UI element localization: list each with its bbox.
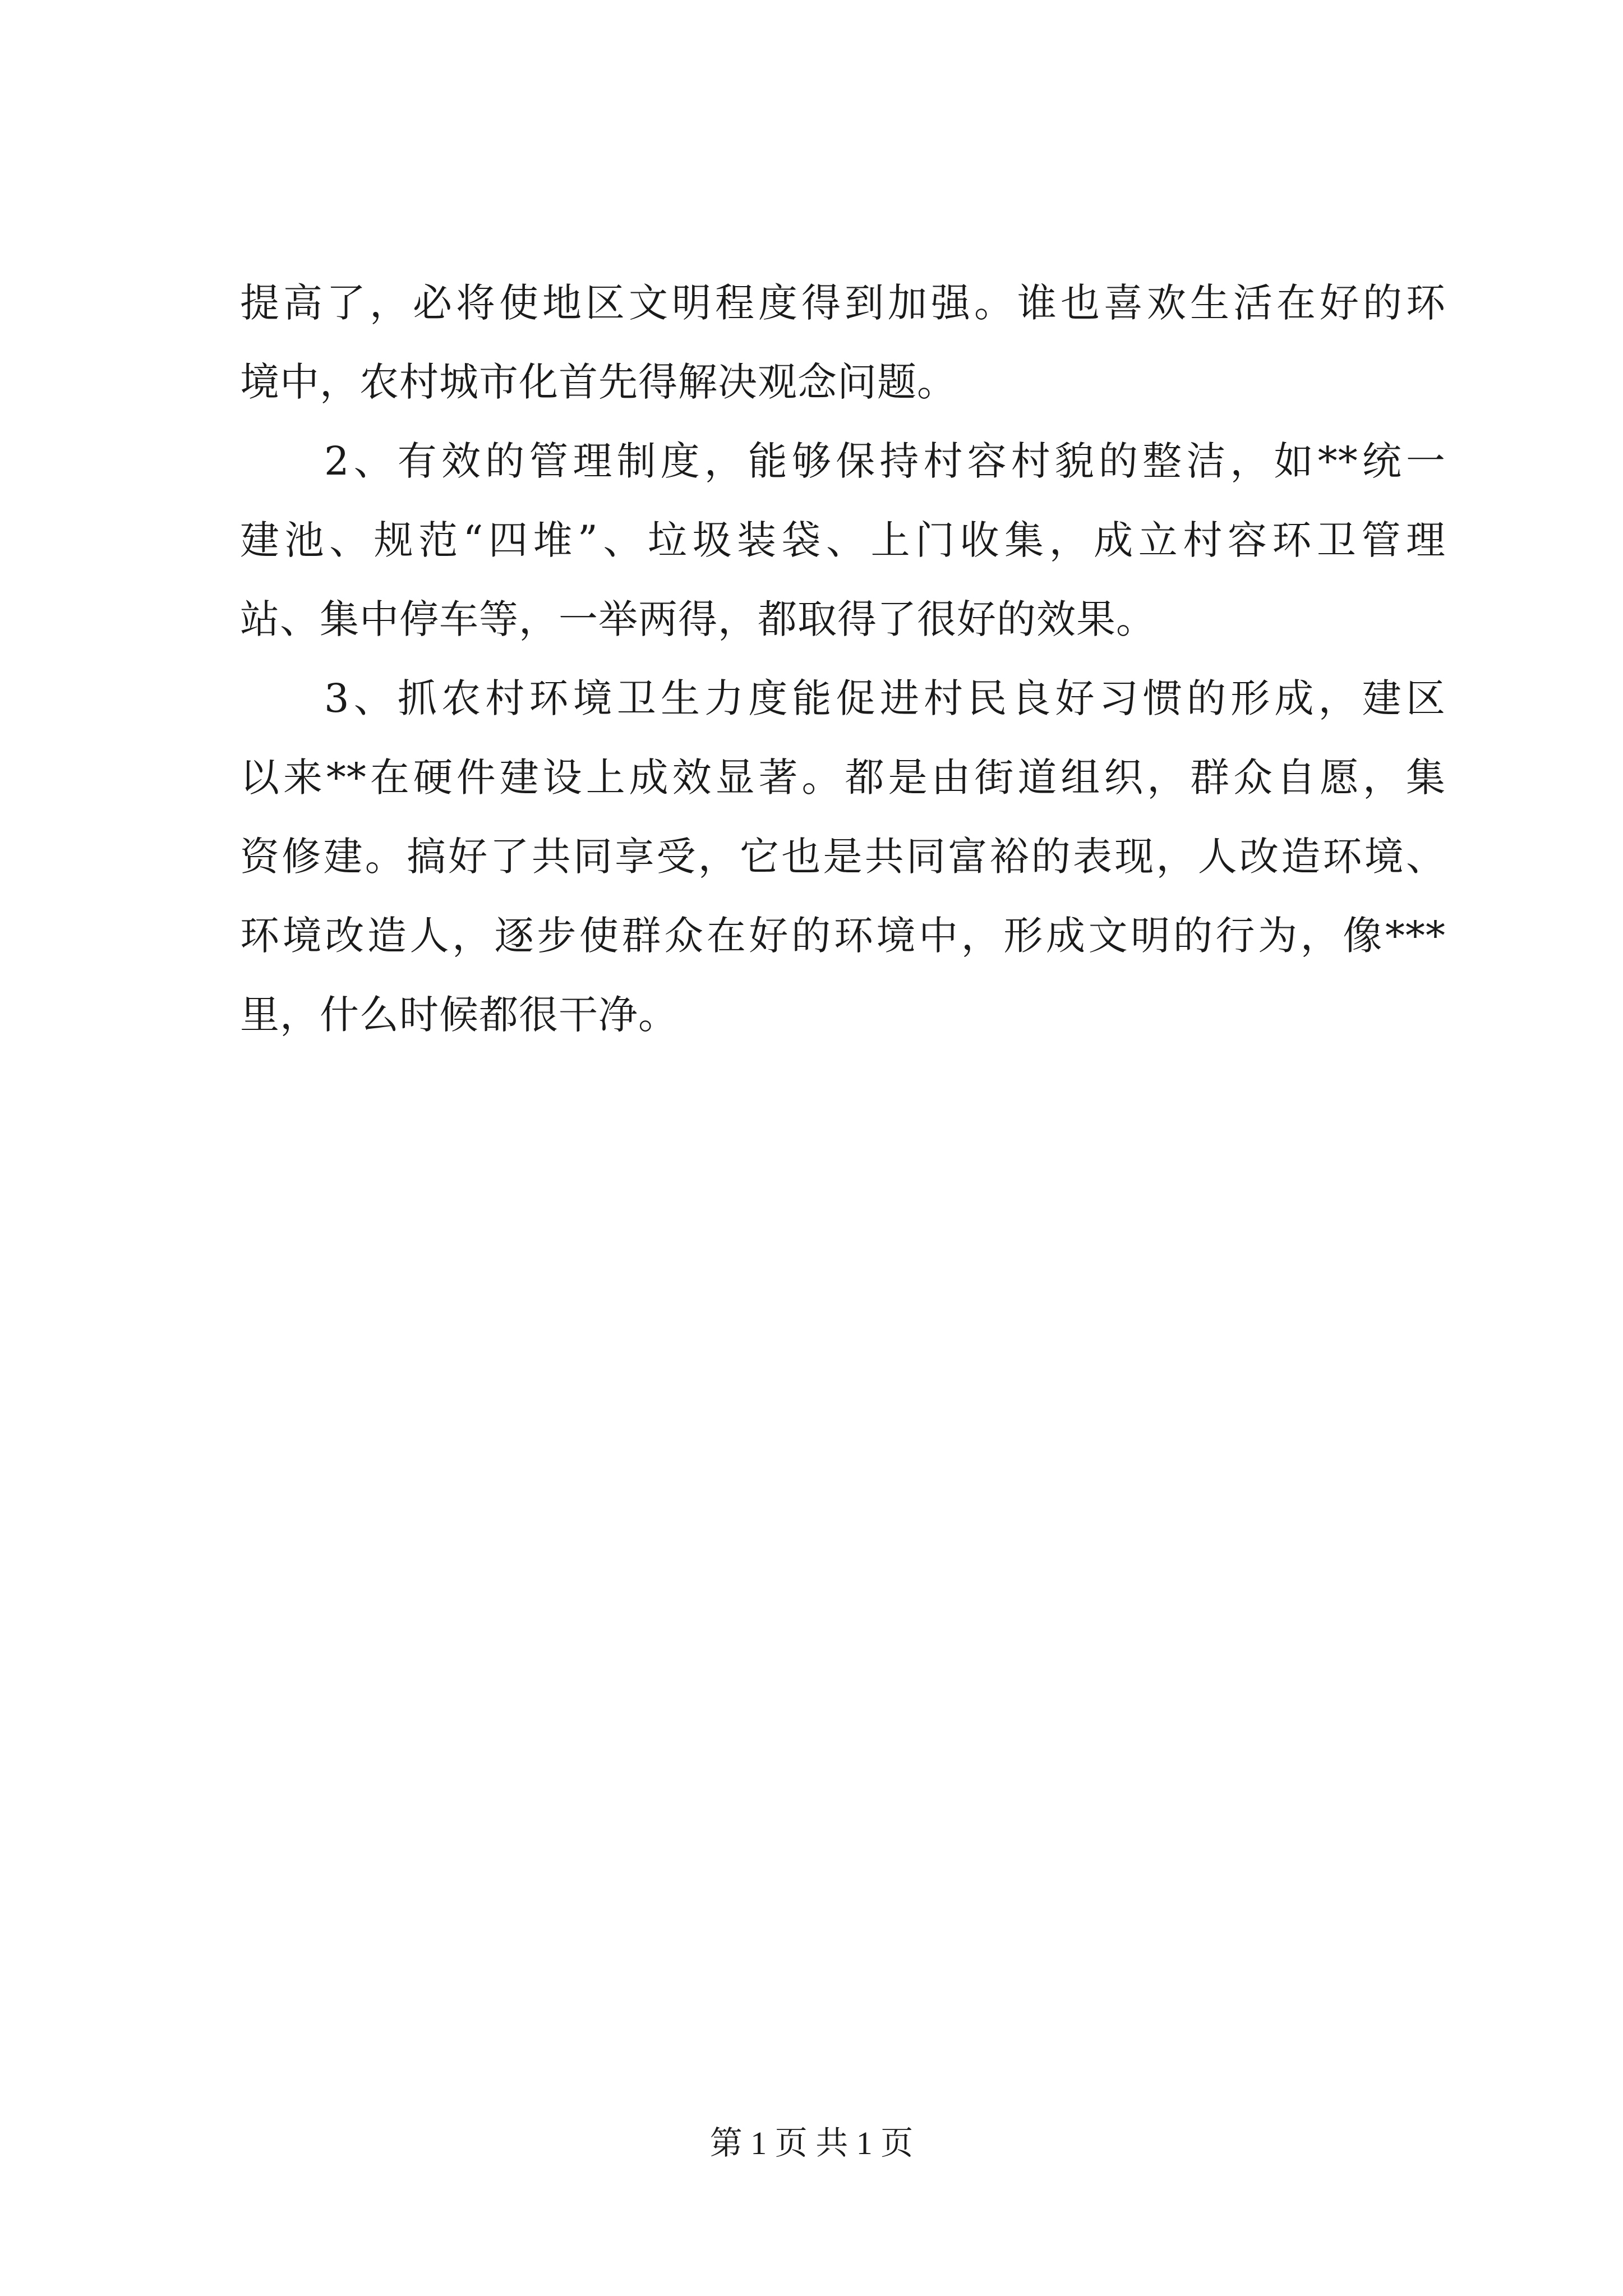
text-line: 环境改造人，逐步使群众在好的环境中，形成文明的行为，像*** xyxy=(240,913,1446,959)
text-line: 以来**在硬件建设上成效显著。都是由街道组织，群众自愿，集 xyxy=(240,754,1446,800)
text-line: 站、集中停车等，一举两得，都取得了很好的效果。 xyxy=(240,596,1156,642)
document-body xyxy=(240,264,1446,1055)
paragraph-continuation xyxy=(240,264,1446,422)
text-line: 2、有效的管理制度，能够保持村容村貌的整洁，如**统一 xyxy=(324,438,1446,484)
page-number-footer: 第 1 页 共 1 页 xyxy=(709,2125,914,2161)
paragraph-item-2 xyxy=(240,422,1446,659)
text-line: 资修建。搞好了共同享受，它也是共同富裕的表现，人改造环境、 xyxy=(240,834,1446,880)
text-line: 里，什么时候都很干净。 xyxy=(240,992,678,1038)
text-line: 建池、规范“四堆”、垃圾装袋、上门收集，成立村容环卫管理 xyxy=(240,517,1446,563)
text-line: 3、抓农村环境卫生力度能促进村民良好习惯的形成，建区 xyxy=(324,675,1446,721)
text-line: 提高了，必将使地区文明程度得到加强。谁也喜欢生活在好的环 xyxy=(240,280,1446,326)
text-line: 境中，农村城市化首先得解决观念问题。 xyxy=(240,359,957,405)
paragraph-item-3 xyxy=(240,659,1446,1055)
